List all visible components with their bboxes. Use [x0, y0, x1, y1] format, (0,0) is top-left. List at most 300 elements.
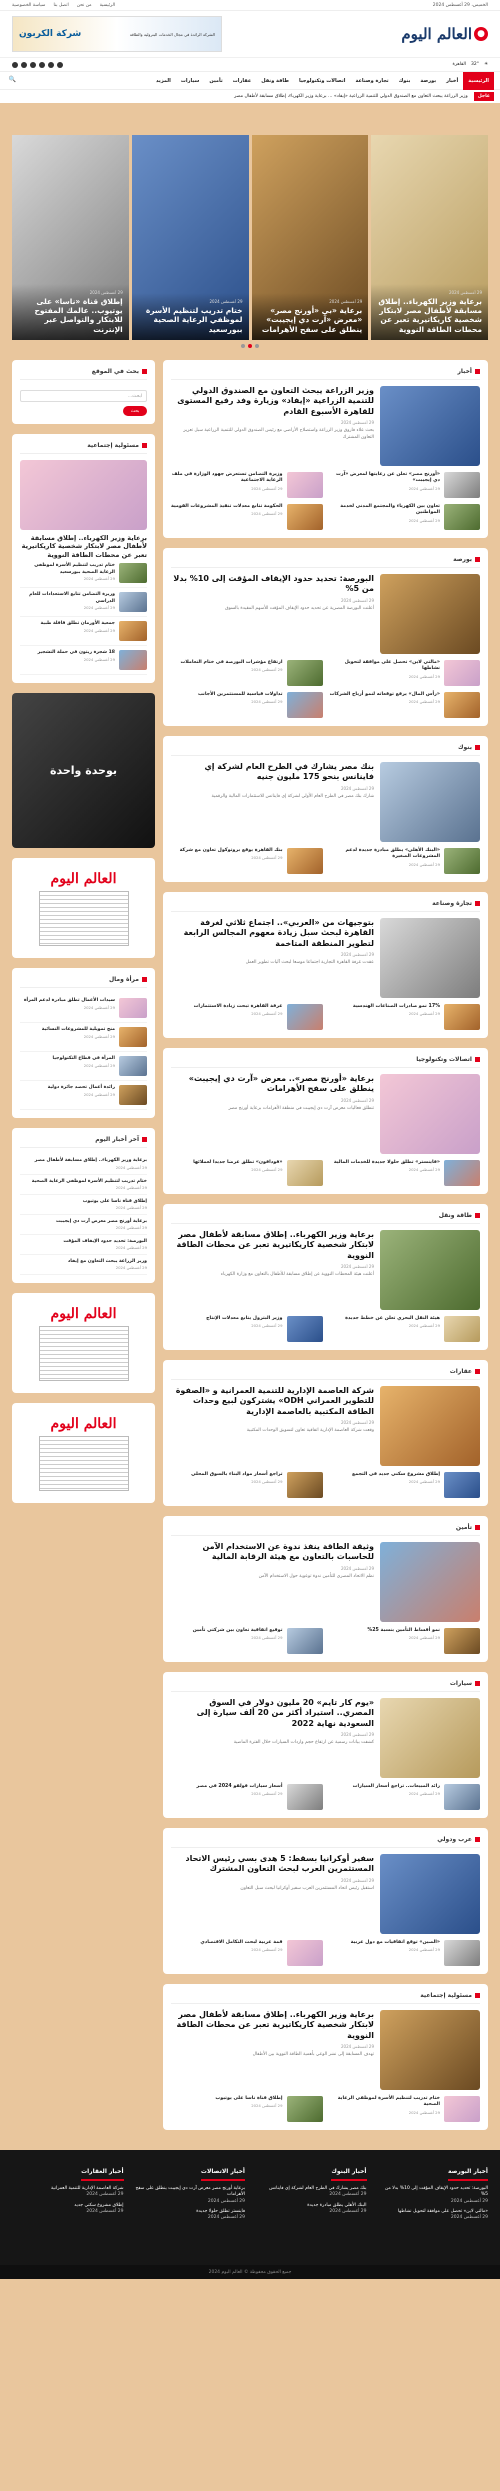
section-title[interactable]: اتصالات وتكنولوجيا	[171, 1056, 480, 1068]
footer-link-date: 29 أغسطس 2024	[86, 2208, 124, 2214]
sub-title: رائد المبيعات.. تراجع أسعار السيارات	[352, 1784, 440, 1789]
sub-stories	[171, 1160, 480, 1186]
sub-story[interactable]	[329, 504, 481, 530]
item-title: برعاية وزير الكهرباء.. إطلاق مسابقة لأطفال مصر	[34, 1158, 147, 1164]
thumbnail	[444, 848, 480, 874]
footer-link-title: برعاية أورنج مصر معرض آرت دي إيجيبت ينطلق على سفح الأهرامات	[135, 2186, 245, 2198]
section-title[interactable]: سيارات	[171, 1680, 480, 1692]
lead-text	[171, 1074, 374, 1154]
lead-text	[171, 1386, 374, 1466]
list-item[interactable]	[20, 1215, 147, 1235]
lead-story[interactable]	[171, 386, 480, 466]
lead-image	[380, 574, 480, 654]
thumbnail	[287, 1160, 323, 1186]
footer-link[interactable]	[134, 2186, 246, 2205]
sub-stories	[171, 472, 480, 530]
lead-excerpt: أعلنت هيئة المحطات النووية عن إطلاق مسابقة للأطفال بالتعاون مع وزارة الكهرباء	[220, 1272, 374, 1278]
footer-link[interactable]	[377, 2209, 489, 2222]
latest-list	[20, 1154, 147, 1275]
lead-image	[380, 918, 480, 998]
main-nav	[0, 71, 500, 89]
sidebar-ad-banner[interactable]	[12, 693, 155, 848]
footer-column-title: أخبار البورصة	[448, 2168, 488, 2181]
item-date: 29 أغسطس 2024	[83, 1004, 115, 1010]
nav-item-insurance[interactable]: تأمين	[209, 77, 223, 84]
main-area	[12, 360, 488, 2130]
csr-widget	[12, 434, 155, 683]
lead-image	[380, 762, 480, 842]
item-date: 29 أغسطس 2024	[83, 604, 115, 610]
sub-date: 29 أغسطس 2024	[408, 485, 440, 491]
site-search	[12, 360, 155, 424]
news-section	[163, 736, 488, 882]
section-title[interactable]: طاقة ونقل	[171, 1212, 480, 1224]
newspaper-ad[interactable]	[12, 858, 155, 958]
slide[interactable]	[371, 135, 488, 340]
lead-image	[380, 1698, 480, 1778]
sub-story[interactable]	[329, 1316, 481, 1342]
sub-date: 29 أغسطس 2024	[251, 1323, 283, 1329]
slide-title: ختام تدريب لتنظيم الأسرة لموظفي الرعاية الصحية ببورسعيد	[145, 305, 243, 334]
slide[interactable]	[252, 135, 369, 340]
item-date: 29 أغسطس 2024	[115, 1245, 147, 1251]
slider-dot[interactable]	[241, 344, 245, 348]
lead-story[interactable]	[171, 1386, 480, 1466]
sub-stories	[171, 660, 480, 718]
sub-story[interactable]	[171, 1004, 323, 1030]
slide[interactable]	[132, 135, 249, 340]
sub-title: بنك القاهرة يوقع بروتوكول تعاون مع شركة	[179, 848, 283, 853]
thumbnail	[287, 692, 323, 718]
sub-date: 29 أغسطس 2024	[408, 2109, 440, 2115]
sub-story[interactable]	[329, 2096, 481, 2122]
list-item[interactable]	[20, 1195, 147, 1215]
lead-excerpt: بحث علاء فاروق وزير الزراعة واستصلاح الأراضي مع رئيس الصندوق الدولي للتنمية الزراعية سبل تعزيز التعاون المشترك	[183, 428, 374, 440]
newspaper-image	[39, 1436, 129, 1491]
footer-column-title: أخبار البنوك	[331, 2168, 366, 2181]
lead-excerpt: عقدت غرفة القاهرة التجارية اجتماعا موسعا لبحث آليات تطوير العمل	[245, 960, 374, 966]
latest-title: آخر أخبار اليوم	[20, 1136, 147, 1148]
item-date: 29 أغسطس 2024	[83, 656, 115, 662]
twitter-icon[interactable]	[48, 62, 54, 68]
sub-title: توقيع اتفاقية تعاون بين شركتي تأمين	[192, 1628, 283, 1633]
sub-date: 29 أغسطس 2024	[251, 1479, 283, 1485]
lead-text	[171, 574, 374, 654]
sub-date: 29 أغسطس 2024	[408, 699, 440, 705]
lead-date: 29 أغسطس 2024	[341, 785, 374, 791]
sub-date: 29 أغسطس 2024	[251, 667, 283, 673]
sun-icon: ☀	[483, 62, 488, 67]
section-title[interactable]: أخبار	[171, 368, 480, 380]
lead-excerpt: استقبل رئيس اتحاد المستثمرين العرب سفير أوكرانيا لبحث سبل التعاون	[240, 1885, 374, 1891]
thumbnail	[287, 1940, 323, 1966]
slide-caption	[12, 284, 129, 341]
footer-link[interactable]	[377, 2186, 489, 2205]
sub-title: وزير البترول يتابع معدلات الإنتاج	[206, 1316, 283, 1321]
lead-image	[380, 1074, 480, 1154]
list-item[interactable]	[20, 1023, 147, 1052]
news-section	[163, 360, 488, 538]
header-ad-brand: شركة الكربون	[19, 29, 82, 39]
sub-title: وزيرة التضامن تستعرض جهود الوزارة في ملف الرعاية الاجتماعية	[171, 472, 283, 484]
sub-date: 29 أغسطس 2024	[408, 861, 440, 867]
search-button[interactable]: بحث	[123, 406, 147, 416]
sub-story[interactable]	[171, 504, 323, 530]
lead-excerpt: نظم الاتحاد المصري للتأمين ندوة توعوية حول الاستخدام الآمن	[258, 1573, 374, 1579]
item-date: 29 أغسطس 2024	[115, 1184, 147, 1190]
lead-date: 29 أغسطس 2024	[341, 1565, 374, 1571]
lead-image	[380, 1542, 480, 1622]
top-links	[12, 3, 115, 8]
sub-date: 29 أغسطس 2024	[408, 1167, 440, 1173]
slide-caption	[371, 284, 488, 341]
women-list	[20, 994, 147, 1110]
sub-story[interactable]	[329, 1628, 481, 1654]
thumbnail	[287, 660, 323, 686]
newspaper-brand: العالم اليوم	[50, 870, 117, 887]
item-date: 29 أغسطس 2024	[115, 1265, 147, 1271]
list-item[interactable]	[20, 1052, 147, 1081]
sub-story[interactable]	[329, 660, 481, 686]
footer-link[interactable]	[255, 2186, 367, 2199]
sub-story[interactable]	[329, 1004, 481, 1030]
lead-image	[380, 2010, 480, 2090]
lead-story[interactable]	[171, 1230, 480, 1310]
item-title: ختام تدريب لتنظيم الأسرة لموظفي الرعاية الصحية ببورسعيد	[34, 563, 115, 575]
thumbnail	[287, 2096, 323, 2122]
slide[interactable]	[12, 135, 129, 340]
lead-image	[380, 1854, 480, 1934]
sub-title: غرفة القاهرة تبحث زيادة الاستثمارات	[193, 1004, 283, 1009]
lead-title: برعاية وزير الكهرباء.. إطلاق مسابقة لأطفال مصر لابتكار شخصية كاريكاتيرية تعبر عن محطات الطاقة النووية	[176, 1230, 374, 1260]
topbar	[0, 0, 500, 11]
sub-stories	[171, 1940, 480, 1966]
footer-link-date: 29 أغسطس 2024	[450, 2198, 488, 2204]
ticker-text[interactable]: وزير الزراعة يبحث التعاون مع الصندوق الدولي للتنمية الزراعية «إيفاد» ... برعاية وزير الكهرباء، إطلاق مسابقة لأطفال مصر	[234, 94, 468, 99]
nav-item-realestate[interactable]: عقارات	[232, 77, 252, 84]
thumbnail	[444, 692, 480, 718]
sub-title: «فاينستر» تطلق حلولا جديدة للخدمات المالية	[333, 1160, 440, 1165]
thumbnail	[444, 1628, 480, 1654]
thumbnail	[287, 1784, 323, 1810]
sub-story[interactable]	[171, 1316, 323, 1342]
sub-date: 29 أغسطس 2024	[251, 855, 283, 861]
sub-date: 29 أغسطس 2024	[251, 1635, 283, 1641]
sub-story[interactable]	[329, 1784, 481, 1810]
sub-title: تداولات قياسية للمستثمرين الأجانب	[197, 692, 283, 697]
nav-item-stocks[interactable]: بورصة	[420, 77, 437, 84]
footer-link-date: 29 أغسطس 2024	[86, 2192, 124, 2198]
top-link-privacy[interactable]: سياسة الخصوصية	[12, 2, 46, 8]
sub-story[interactable]	[171, 1472, 323, 1498]
lead-story[interactable]	[171, 918, 480, 998]
sub-title: هيئة النقل البحري تعلن عن خطط جديدة	[345, 1316, 440, 1321]
facebook-icon[interactable]	[57, 62, 63, 68]
section-title[interactable]: تأمين	[171, 1524, 480, 1536]
sub-title: تراجع أسعار مواد البناء بالسوق المحلي	[191, 1472, 283, 1477]
lead-date: 29 أغسطس 2024	[341, 1877, 374, 1883]
slider-dots	[0, 344, 500, 348]
sub-story[interactable]	[171, 660, 323, 686]
thumbnail	[119, 650, 147, 670]
search-icon[interactable]: 🔍	[8, 75, 16, 83]
sub-title: «فودافون» تطلق عرضا جديدا لعملائها	[193, 1160, 283, 1165]
lead-story[interactable]	[171, 762, 480, 842]
list-item[interactable]	[20, 588, 147, 617]
item-date: 29 أغسطس 2024	[83, 1091, 115, 1097]
thumbnail	[444, 660, 480, 686]
sub-story[interactable]	[329, 848, 481, 874]
sub-story[interactable]	[171, 2096, 323, 2122]
slider-dot[interactable]	[255, 344, 259, 348]
lead-date: 29 أغسطس 2024	[341, 1420, 374, 1426]
sub-story[interactable]	[171, 472, 323, 498]
lead-story[interactable]	[171, 574, 480, 654]
list-item[interactable]	[20, 1175, 147, 1195]
item-title: 18 شجرة زيتون في حملة التشجير	[37, 650, 115, 656]
sub-title: 17% نمو صادرات الصناعات الهندسية	[352, 1004, 440, 1009]
sub-title: الحكومة تتابع معدلات تنفيذ المشروعات القومية	[171, 504, 283, 509]
thumbnail	[287, 504, 323, 530]
lead-story[interactable]	[171, 1074, 480, 1154]
sub-story[interactable]	[329, 692, 481, 718]
news-section	[163, 1360, 488, 1506]
footer-link-title: شركة العاصمة الإدارية للتنمية العمرانية	[50, 2186, 124, 2191]
sub-date: 29 أغسطس 2024	[251, 1167, 283, 1173]
sub-title: «الصين» توقع اتفاقيات مع دول عربية	[350, 1940, 440, 1945]
site-logo[interactable]	[401, 25, 488, 43]
section-title[interactable]: بورصة	[171, 556, 480, 568]
footer-column	[377, 2168, 489, 2257]
sub-story[interactable]	[171, 1628, 323, 1654]
lead-title: «يوم كار تايم» 20 مليون دولار في السوق المصري.. استيراد أكثر من 20 ألف سيارة إلى السعودية نهاية 2022	[196, 1698, 374, 1728]
lead-story[interactable]	[171, 1698, 480, 1778]
news-section	[163, 892, 488, 1038]
lead-date: 29 أغسطس 2024	[341, 952, 374, 958]
util-row	[0, 57, 500, 71]
nav-item-more[interactable]: المزيد	[156, 77, 171, 84]
list-item[interactable]	[20, 1255, 147, 1275]
sub-story[interactable]	[329, 1160, 481, 1186]
sub-title: إطلاق قناة ناسا على يوتيوب	[215, 2096, 283, 2101]
search-input[interactable]: ابحث...	[20, 390, 147, 402]
slider-dot[interactable]	[248, 344, 252, 348]
thumbnail	[444, 1472, 480, 1498]
lead-text	[171, 918, 374, 998]
logo-text: العالم اليوم	[401, 25, 472, 43]
weather-temp: 32°	[470, 62, 479, 67]
sub-title: «البنك الأهلي» يطلق مبادرة جديدة لدعم المشروعات الصغيرة	[345, 848, 440, 860]
footer-link-date: 29 أغسطس 2024	[329, 2208, 367, 2214]
thumbnail	[119, 1056, 147, 1076]
thumbnail	[119, 1027, 147, 1047]
newspaper-image	[39, 891, 129, 946]
thumbnail	[444, 1940, 480, 1966]
hero-slider	[12, 135, 488, 340]
thumbnail	[444, 1160, 480, 1186]
thumbnail	[444, 1784, 480, 1810]
copyright: جميع الحقوق محفوظة © العالم اليوم 2024	[0, 2265, 500, 2279]
sub-title: نمو أقساط التأمين بنسبة 25%	[367, 1628, 440, 1633]
thumbnail	[119, 592, 147, 612]
list-item[interactable]	[20, 1154, 147, 1174]
section-title[interactable]: مسئولية إجتماعية	[171, 1992, 480, 2004]
header-ad-banner[interactable]	[12, 16, 222, 52]
news-section	[163, 548, 488, 726]
csr-feature[interactable]	[20, 460, 147, 559]
sub-date: 29 أغسطس 2024	[251, 1947, 283, 1953]
newspaper-ad[interactable]	[12, 1403, 155, 1503]
sub-stories	[171, 2096, 480, 2122]
nav-item-energy[interactable]: طاقة ونقل	[261, 77, 289, 84]
list-item[interactable]	[20, 559, 147, 588]
news-section	[163, 1204, 488, 1350]
footer-link[interactable]	[12, 2186, 124, 2199]
item-date: 29 أغسطس 2024	[83, 1062, 115, 1068]
footer-column-title: أخبار العقارات	[81, 2168, 123, 2181]
linkedin-icon[interactable]	[21, 62, 27, 68]
lead-date: 29 أغسطس 2024	[341, 1097, 374, 1103]
thumbnail	[444, 472, 480, 498]
sub-title: أسعار سيارات فولفو 2024 في مصر	[196, 1784, 283, 1789]
nav-item-banks[interactable]: بنوك	[398, 77, 411, 84]
section-title[interactable]: تجارة وصناعة	[171, 900, 480, 912]
lead-excerpt: كشفت بيانات رسمية عن ارتفاع حجم واردات السيارات خلال الفترة الماضية	[233, 1740, 374, 1746]
footer-link-title: البورصة: تحديد حدود الإيقاف المؤقت إلى 10% بدلا من 5%	[384, 2186, 488, 2198]
women-widget	[12, 968, 155, 1118]
lead-title: برعاية «أورنج مصر».. معرض «آرت دي إيجيبت» ينطلق على سفح الأهرامات	[188, 1074, 374, 1094]
content-column	[163, 360, 488, 2130]
footer-link[interactable]	[12, 2203, 124, 2216]
item-date: 29 أغسطس 2024	[83, 575, 115, 581]
lead-title: وزير الزراعة يبحث التعاون مع الصندوق الدولي للتنمية الزراعية «إيفاد» وزيارة وفد رفيع المستوى للقاهرة الأسبوع القادم	[177, 386, 374, 416]
newspaper-brand: العالم اليوم	[50, 1415, 117, 1432]
instagram-icon[interactable]	[30, 62, 36, 68]
news-section	[163, 1516, 488, 1662]
footer-link-title: إطلاق مشروع سكني جديد	[74, 2202, 124, 2208]
site-header	[0, 11, 500, 57]
news-section	[163, 1672, 488, 1818]
slide-caption	[252, 293, 369, 340]
footer-column-title: أخبار الاتصالات	[201, 2168, 245, 2181]
lead-text	[171, 386, 374, 466]
lead-story[interactable]	[171, 1542, 480, 1622]
section-title[interactable]: عرب ودولي	[171, 1836, 480, 1848]
footer-link[interactable]	[255, 2203, 367, 2216]
section-title[interactable]: عقارات	[171, 1368, 480, 1380]
sub-date: 29 أغسطس 2024	[251, 511, 283, 517]
list-item[interactable]	[20, 1235, 147, 1255]
item-title: وزير الزراعة يبحث التعاون مع إيفاد	[67, 1259, 147, 1265]
social-links	[12, 62, 63, 68]
sub-title: إطلاق مشروع سكني جديد في التجمع	[351, 1472, 440, 1477]
sub-story[interactable]	[329, 1472, 481, 1498]
lead-title: سفير أوكرانيا بسقط: 5 هدى بسي رئيس الاتحاد المستثمرين العرب لبحث التعاون المشترك	[185, 1854, 374, 1874]
list-item[interactable]	[20, 994, 147, 1023]
sub-stories	[171, 1004, 480, 1030]
slide-date: 29 أغسطس 2024	[449, 289, 482, 295]
sub-story[interactable]	[171, 1784, 323, 1810]
latest-widget	[12, 1128, 155, 1283]
sub-story[interactable]	[329, 472, 481, 498]
sub-date: 29 أغسطس 2024	[408, 1791, 440, 1797]
footer-link-date: 29 أغسطس 2024	[450, 2215, 488, 2221]
rss-icon[interactable]	[12, 62, 18, 68]
nav-item-news[interactable]: أخبار	[446, 77, 459, 84]
top-link-about[interactable]: من نحن	[76, 2, 92, 8]
slide-date: 29 أغسطس 2024	[209, 298, 243, 304]
item-title: منح تمويلية للمشروعات النسائية	[41, 1027, 115, 1033]
nav-item-trade[interactable]: تجارة وصناعة	[355, 77, 389, 84]
sub-stories	[171, 848, 480, 874]
thumbnail	[119, 1085, 147, 1105]
thumbnail	[119, 563, 147, 583]
lead-image	[380, 1386, 480, 1466]
sub-date: 29 أغسطس 2024	[408, 1947, 440, 1953]
news-section	[163, 1984, 488, 2130]
slide-title: برعاية وزير الكهرباء.. إطلاق مسابقة لأطفال مصر لابتكار شخصية كاريكاتيرية تعبر عن محطات الطاقة النووية	[378, 296, 482, 334]
sub-story[interactable]	[171, 1940, 323, 1966]
lead-text	[171, 1854, 374, 1934]
list-item[interactable]	[20, 617, 147, 646]
top-link-home[interactable]: الرئيسية	[99, 2, 116, 8]
lead-date: 29 أغسطس 2024	[341, 420, 374, 426]
lead-story[interactable]	[171, 1854, 480, 1934]
sub-date: 29 أغسطس 2024	[251, 485, 283, 491]
sub-story[interactable]	[171, 1160, 323, 1186]
item-title: ختام تدريب لتنظيم الأسرة لموظفي الرعاية الصحية	[31, 1178, 147, 1184]
sub-date: 29 أغسطس 2024	[408, 1635, 440, 1641]
footer-link-date: 29 أغسطس 2024	[207, 2198, 245, 2204]
breaking-tag: عاجل	[474, 92, 494, 101]
item-date: 29 أغسطس 2024	[115, 1225, 147, 1231]
site-search-title: بحث في الموقع	[20, 368, 147, 380]
thumbnail	[444, 2096, 480, 2122]
top-link-contact[interactable]: اتصل بنا	[53, 2, 69, 8]
lead-text	[171, 1698, 374, 1778]
list-item[interactable]	[20, 646, 147, 675]
youtube-icon[interactable]	[39, 62, 45, 68]
lead-excerpt: أعلنت البورصة المصرية عن تحديد حدود الإيقاف المؤقت للأسهم المقيدة بالسوق	[225, 605, 374, 611]
lead-excerpt: شارك بنك مصر في الطرح العام الأولي لشركة إي فاينانس للاستثمارات المالية والرقمية	[211, 793, 374, 799]
list-item[interactable]	[20, 1081, 147, 1110]
section-title[interactable]: بنوك	[171, 744, 480, 756]
thumbnail	[287, 472, 323, 498]
sub-date: 29 أغسطس 2024	[408, 1011, 440, 1017]
thumbnail	[287, 1472, 323, 1498]
nav-item-cars[interactable]: سيارات	[180, 77, 200, 84]
nav-item-home[interactable]: الرئيسية	[463, 72, 494, 90]
lead-date: 29 أغسطس 2024	[341, 2044, 374, 2050]
sub-story[interactable]	[171, 848, 323, 874]
footer-link-date: 29 أغسطس 2024	[329, 2192, 367, 2198]
sub-date: 29 أغسطس 2024	[408, 1323, 440, 1329]
thumbnail	[444, 1004, 480, 1030]
nav-item-telecom[interactable]: اتصالات وتكنولوجيا	[298, 77, 346, 84]
sub-date: 29 أغسطس 2024	[408, 673, 440, 679]
item-title: إطلاق قناة ناسا على يوتيوب	[82, 1198, 147, 1204]
footer-link-title: بنك مصر يشارك في الطرح العام لشركة إي فاينانس	[269, 2186, 367, 2191]
lead-story[interactable]	[171, 2010, 480, 2090]
item-title: سيدات الأعمال تطلق مبادرة لدعم المرأة	[23, 998, 115, 1004]
newspaper-ad[interactable]	[12, 1293, 155, 1393]
sub-story[interactable]	[171, 692, 323, 718]
sub-story[interactable]	[329, 1940, 481, 1966]
footer-link[interactable]	[134, 2209, 246, 2222]
item-title: رائدة أعمال تحصد جائزة دولية	[47, 1085, 115, 1091]
lead-excerpt: تهدف المسابقة إلى نشر الوعي بأهمية الطاقة النووية بين الأطفال	[252, 2052, 374, 2058]
footer-link-title: البنك الأهلي يطلق مبادرة جديدة	[307, 2202, 367, 2208]
